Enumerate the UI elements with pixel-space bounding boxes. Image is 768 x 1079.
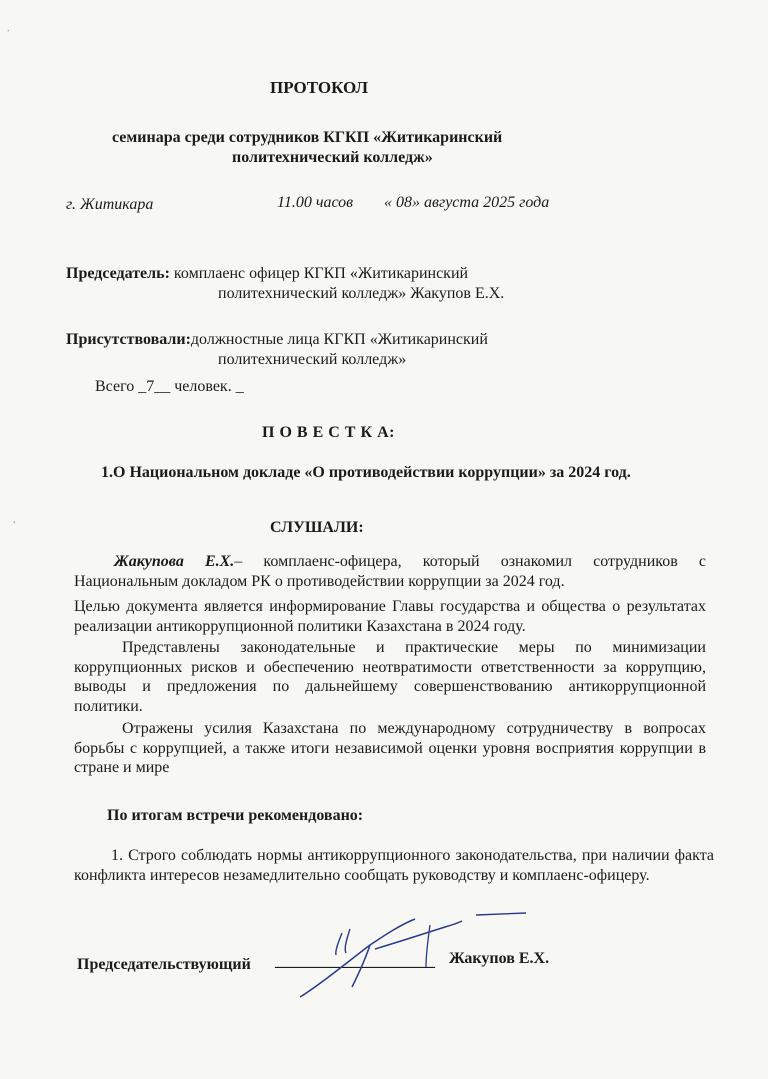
heard-paragraph-3: Представлены законодательные и практические меры по минимизации коррупционных рисков и обеспечению неотвратимости ответственности за коррупцию, выводы и предложения по дальнейшему совершенствованию антикоррупционной политики.	[74, 639, 706, 715]
heard-paragraph-1	[74, 552, 706, 591]
recommendations-heading: По итогам встречи рекомендовано:	[107, 807, 364, 824]
agenda-item-1: 1.О Национальном докладе «О противодействии коррупции» за 2024 год.	[101, 464, 631, 481]
signature-name: Жакупов Е.Х.	[449, 950, 550, 967]
meeting-time: 11.00 часов	[277, 194, 354, 211]
speaker-name: Жакупова Е.Х.	[114, 553, 235, 570]
chairman-block	[66, 264, 468, 283]
meeting-city: г. Житикара	[66, 196, 154, 213]
heard-paragraph-1-text: – комплаенс-офицера, который ознакомил сотрудников с Национальным докладом РК о противодействии коррупции за 2024 год.	[74, 553, 706, 590]
handwritten-signature	[280, 905, 540, 1005]
recommendation-item-1: 1. Строго соблюдать нормы антикоррупционного законодательства, при наличии факта конфликта интересов незамедлительно сообщать руководству и комплаенс-офицеру.	[74, 847, 714, 884]
agenda-heading: П О В Е С Т К А:	[262, 424, 395, 441]
present-total: Всего _7__ человек. _	[95, 378, 244, 395]
meeting-date: « 08» августа 2025 года	[384, 194, 550, 211]
document-title: ПРОТОКОЛ	[270, 78, 369, 97]
scan-artifact-mark: ·	[12, 516, 17, 531]
signature-label: Председательствующий	[77, 956, 251, 973]
document-subtitle-line2: политехнический колледж»	[232, 149, 433, 166]
chairman-text-line1: комплаенс офицер КГКП «Житикаринский	[169, 265, 469, 282]
chairman-label: Председатель:	[66, 265, 170, 282]
heard-paragraph-4: Отражены усилия Казахстана по международному сотрудничеству в вопросах борьбы с коррупцией, а также итоги независимой оценки уровня восприятия коррупции в стране и мире	[74, 720, 706, 776]
signature-line: ____________________	[275, 953, 435, 970]
document-subtitle-line1: семинара среди сотрудников КГКП «Житикаринский	[112, 129, 503, 146]
present-block	[66, 330, 488, 349]
present-label: Присутствовали:	[66, 331, 191, 348]
scan-artifact-mark: ˙	[6, 28, 11, 43]
present-text-line1: должностные лица КГКП «Житикаринский	[190, 331, 488, 348]
present-text-line2: политехнический колледж»	[218, 351, 407, 368]
heard-paragraph-2: Целью документа является информирование Главы государства и общества о результатах реализации антикоррупционной политики Казахстана в 2024 году.	[74, 598, 706, 635]
chairman-text-line2: политехнический колледж» Жакупов Е.Х.	[218, 285, 505, 302]
heard-heading: СЛУШАЛИ:	[270, 519, 364, 536]
